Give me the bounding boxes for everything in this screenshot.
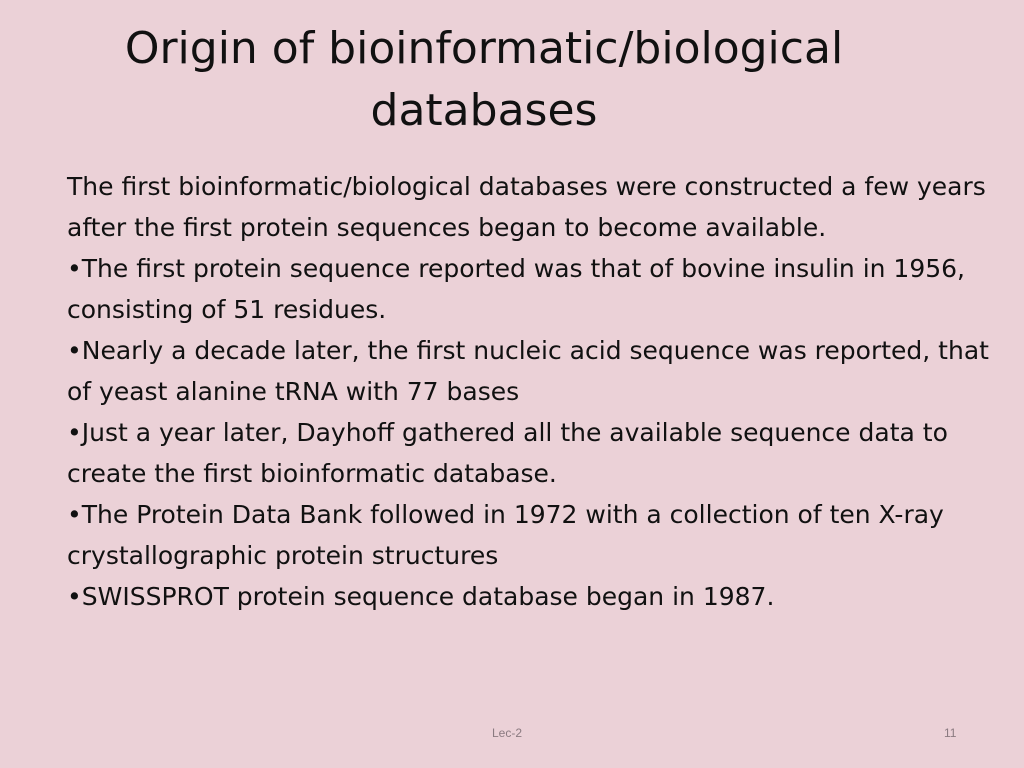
slide-number: 11 xyxy=(944,726,957,740)
bullet-item: •The first protein sequence reported was that of bovine insulin in 1956, consisting of 51 residues. xyxy=(67,254,965,324)
bullet-item: •SWISSPROT protein sequence database began in 1987. xyxy=(67,582,775,611)
intro-paragraph: The first bioinformatic/biological databases were constructed a few years after the first protein sequences began to become available. xyxy=(67,172,986,242)
slide-title xyxy=(70,18,898,142)
footer-lecture-label: Lec-2 xyxy=(492,726,523,740)
bullet-item: •The Protein Data Bank followed in 1972 with a collection of ten X-ray crystallographic protein structures xyxy=(67,500,944,570)
bullet-item: •Just a year later, Dayhoff gathered all the available sequence data to create the first bioinformatic database. xyxy=(67,418,948,488)
slide-body xyxy=(67,166,992,617)
slide-title-line-2: databases xyxy=(370,85,598,136)
slide-title-line-1: Origin of bioinformatic/biological xyxy=(124,23,844,74)
bullet-item: •Nearly a decade later, the first nucleic acid sequence was reported, that of yeast alanine tRNA with 77 bases xyxy=(67,336,989,406)
